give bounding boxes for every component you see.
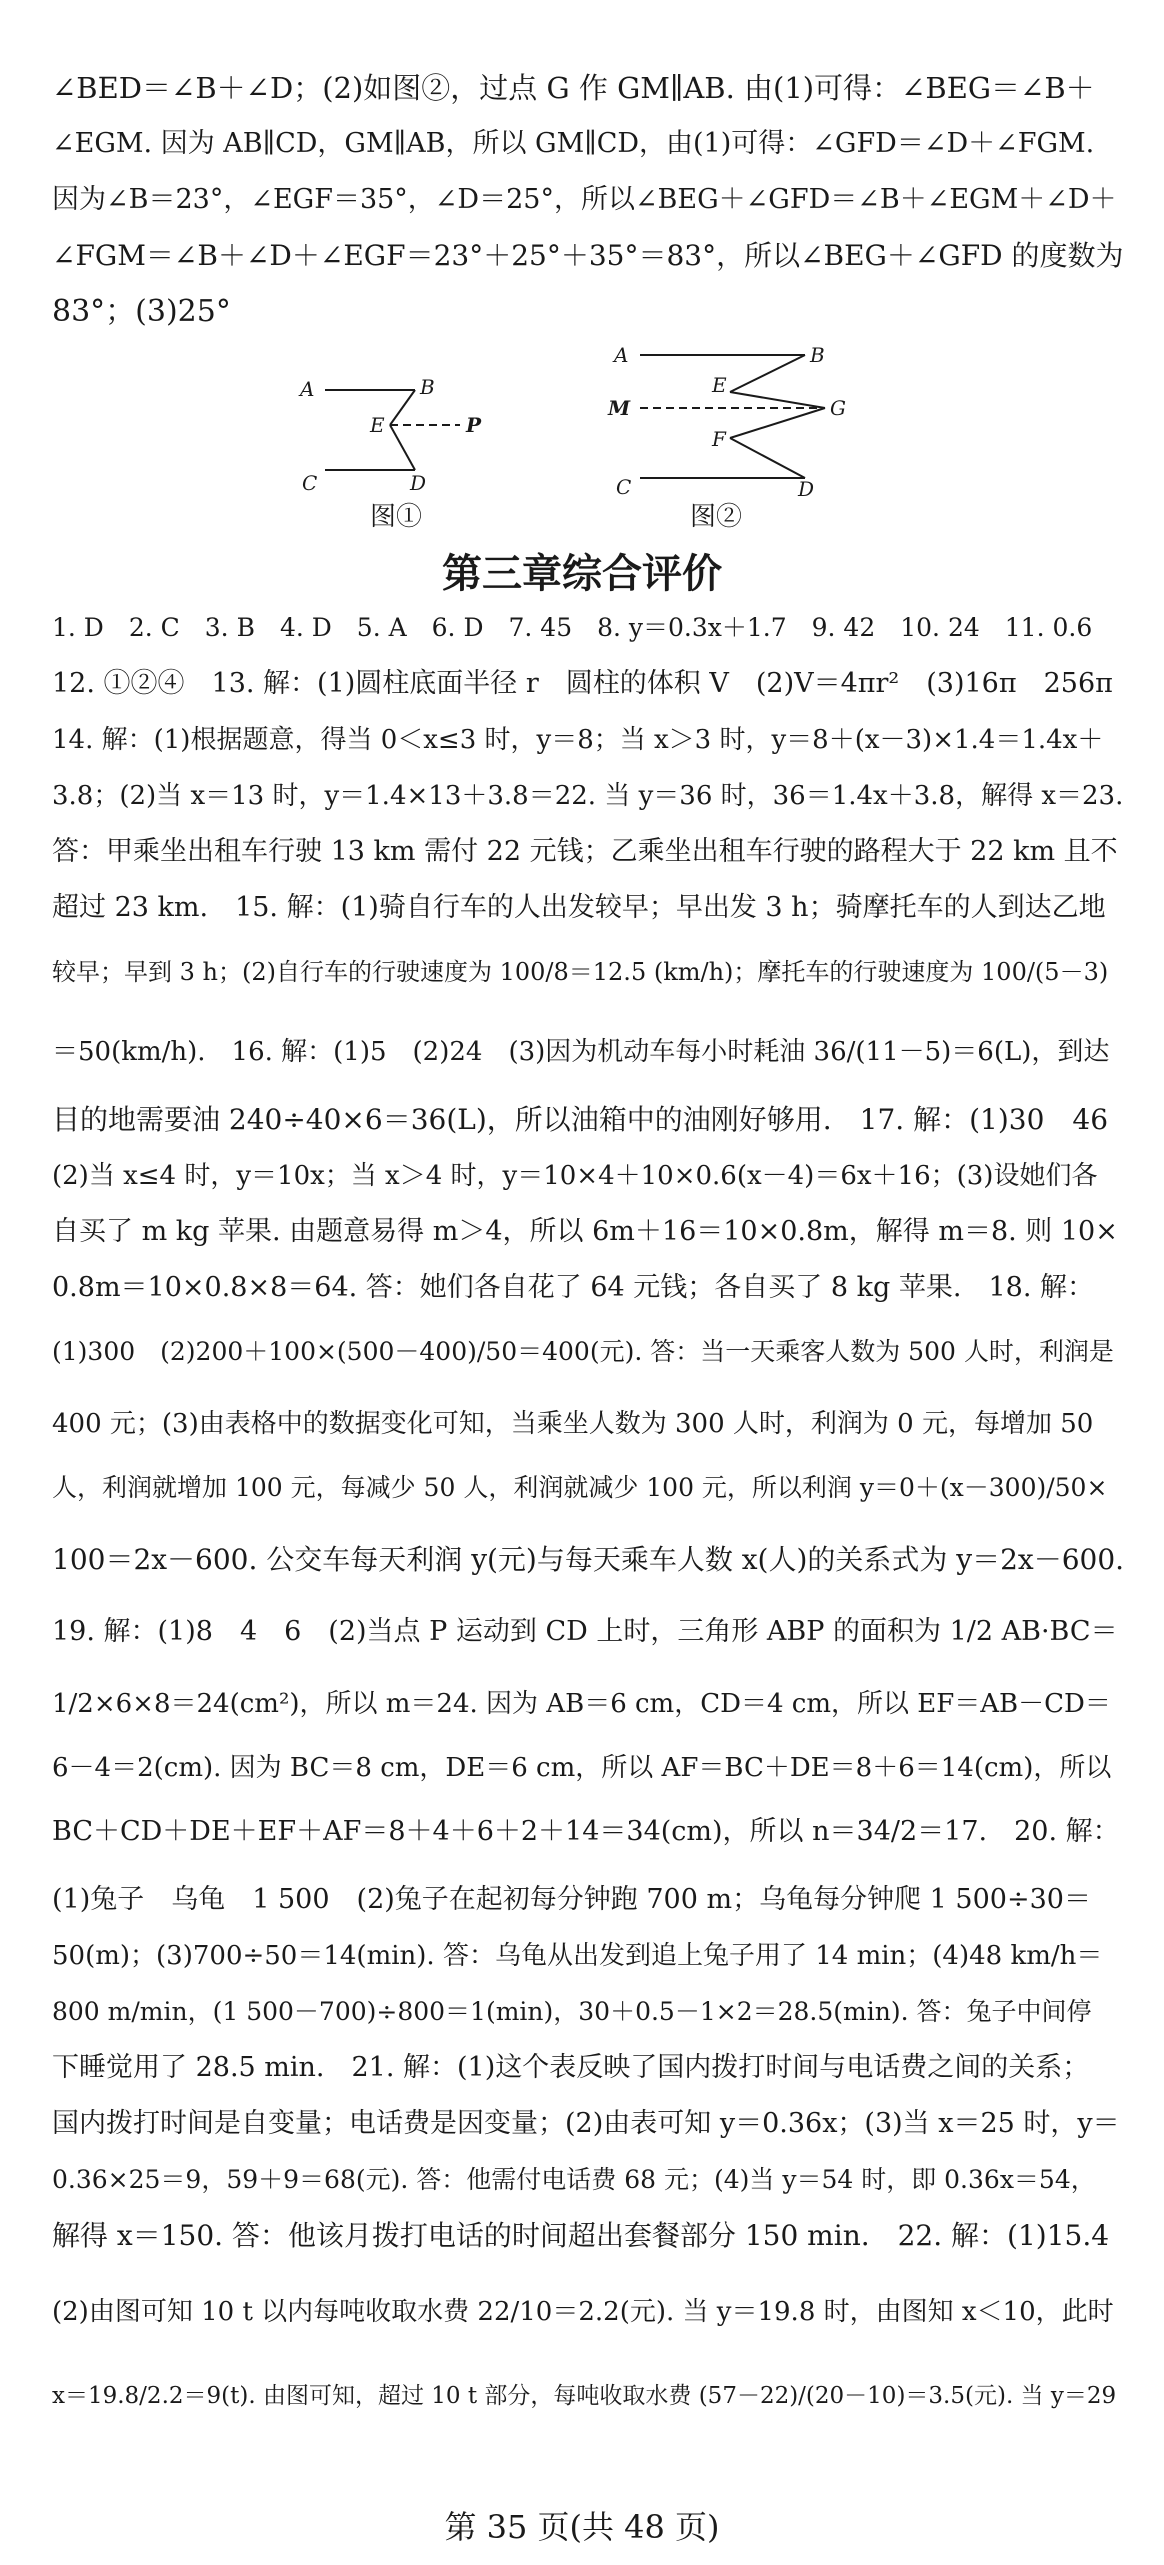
answer-line: 较早；早到 3 h；(2)自行车的行驶速度为 100/8＝12.5 (km/h)；摩托车的行驶速度为 100/(5－3)	[52, 958, 1109, 986]
answer-line: 400 元；(3)由表格中的数据变化可知，当乘坐人数为 300 人时，利润为 0 元，每增加 50	[52, 1409, 1094, 1439]
fig2-label: E	[712, 373, 727, 397]
answer-line: 19. 解：(1)8 4 6 (2)当点 P 运动到 CD 上时，三角形 ABP 的面积为 1/2 AB·BC＝	[52, 1616, 1118, 1647]
answer-line: 14. 解：(1)根据题意，得当 0＜x≤3 时，y＝8；当 x＞3 时，y＝8＋(x－3)×1.4＝1.4x＋	[52, 725, 1104, 755]
answer-line: 100＝2x－600. 公交车每天利润 y(元)与每天乘车人数 x(人)的关系式为 y＝2x－600.	[52, 1543, 1125, 1576]
text-line: ∠BED＝∠B＋∠D；(2)如图②，过点 G 作 GM∥AB. 由(1)可得：∠BEG＝∠B＋	[52, 71, 1095, 105]
answer-line: (2)由图可知 10 t 以内每吨收取水费 22/10＝2.2(元). 当 y＝19.8 时，由图知 x＜10，此时	[52, 2297, 1114, 2327]
section-title: 第三章综合评价	[442, 551, 722, 597]
fig2-label: F	[712, 427, 726, 451]
answer-line: BC＋CD＋DE＋EF＋AF＝8＋4＋6＋2＋14＝34(cm)，所以 n＝34/2＝17. 20. 解：	[52, 1816, 1120, 1847]
answer-line: 自买了 m kg 苹果. 由题意易得 m＞4，所以 6m＋16＝10×0.8m，解得 m＝8. 则 10×	[52, 1216, 1118, 1247]
figure-1-caption: 图①	[370, 502, 423, 532]
answer-line: 人，利润就增加 100 元，每减少 50 人，利润就减少 100 元，所以利润 y＝0＋(x－300)/50×	[52, 1473, 1108, 1502]
text-line: ∠FGM＝∠B＋∠D＋∠EGF＝23°＋25°＋35°＝83°，所以∠BEG＋∠GFD 的度数为	[52, 239, 1124, 272]
fig2-label: D	[798, 477, 815, 500]
fig2-label: A	[614, 343, 629, 367]
fig2-label: C	[616, 475, 632, 499]
fig1-label: B	[420, 375, 435, 399]
fig2-label: B	[810, 343, 825, 367]
figure-2	[600, 340, 860, 500]
text-line: ∠EGM. 因为 AB∥CD，GM∥AB，所以 GM∥CD，由(1)可得：∠GFD＝∠D＋∠FGM.	[52, 128, 1095, 159]
page-footer: 第 35 页(共 48 页)	[444, 2508, 720, 2546]
text-line: 83°；(3)25°	[52, 294, 231, 329]
fig2-label: G	[830, 396, 846, 420]
answer-line: 6－4＝2(cm). 因为 BC＝8 cm，DE＝6 cm，所以 AF＝BC＋DE＝8＋6＝14(cm)，所以	[52, 1753, 1112, 1783]
answer-line: x＝19.8/2.2＝9(t). 由图可知，超过 10 t 部分，每吨收取水费 (57－22)/(20－10)＝3.5(元). 当 y＝29	[52, 2383, 1117, 2409]
figure-2-caption: 图②	[690, 502, 743, 532]
fig1-label: D	[410, 471, 427, 495]
answer-line: 答：甲乘坐出租车行驶 13 km 需付 22 元钱；乙乘坐出租车行驶的路程大于 22 km 且不	[52, 836, 1118, 867]
answer-line: 50(m)；(3)700÷50＝14(min). 答：乌龟从出发到追上兔子用了 14 min；(4)48 km/h＝	[52, 1941, 1103, 1971]
text-line: 因为∠B＝23°，∠EGF＝35°，∠D＝25°，所以∠BEG＋∠GFD＝∠B＋∠EGM＋∠D＋	[52, 184, 1117, 215]
fig1-label: P	[466, 413, 482, 437]
answer-line: 超过 23 km. 15. 解：(1)骑自行车的人出发较早；早出发 3 h；骑摩托车的人到达乙地	[52, 892, 1106, 923]
answer-line: 1/2×6×8＝24(cm²)，所以 m＝24. 因为 AB＝6 cm，CD＝4 cm，所以 EF＝AB－CD＝	[52, 1689, 1111, 1719]
answer-line: 3.8；(2)当 x＝13 时，y＝1.4×13＋3.8＝22. 当 y＝36 时，36＝1.4x＋3.8，解得 x＝23.	[52, 781, 1124, 811]
answer-line: (2)当 x≤4 时，y＝10x；当 x＞4 时，y＝10×4＋10×0.6(x－4)＝6x＋16；(3)设她们各	[52, 1161, 1098, 1191]
fig1-label: C	[302, 471, 318, 495]
fig1-label: A	[300, 377, 315, 401]
answer-line: 目的地需要油 240÷40×6＝36(L)，所以油箱中的油刚好够用. 17. 解：(1)30 46	[52, 1103, 1109, 1136]
answer-line: 国内拨打时间是自变量；电话费是因变量；(2)由表可知 y＝0.36x；(3)当 x＝25 时，y＝	[52, 2108, 1120, 2139]
answer-line: 下睡觉用了 28.5 min. 21. 解：(1)这个表反映了国内拨打时间与电话费之间的关系；	[52, 2052, 1090, 2083]
answer-line: 0.36×25＝9，59＋9＝68(元). 答：他需付电话费 68 元；(4)当 y＝54 时，即 0.36x＝54，	[52, 2165, 1096, 2194]
answer-line: 0.8m＝10×0.8×8＝64. 答：她们各自花了 64 元钱；各自买了 8 kg 苹果. 18. 解：	[52, 1272, 1094, 1303]
fig1-label: E	[370, 413, 385, 437]
figure-1	[290, 360, 510, 500]
answer-line: (1)兔子 乌龟 1 500 (2)兔子在起初每分钟跑 700 m；乌龟每分钟爬 1 500÷30＝	[52, 1884, 1091, 1915]
answer-line: 解得 x＝150. 答：他该月拨打电话的时间超出套餐部分 150 min. 22. 解：(1)15.4	[52, 2219, 1110, 2252]
answer-line: 12. ①②④ 13. 解：(1)圆柱底面半径 r 圆柱的体积 V (2)V＝4πr² (3)16π 256π	[52, 668, 1113, 699]
answer-line: ＝50(km/h). 16. 解：(1)5 (2)24 (3)因为机动车每小时耗油 36/(11－5)＝6(L)，到达	[52, 1037, 1110, 1067]
fig2-label: M	[608, 396, 631, 420]
answer-line: 800 m/min，(1 500－700)÷800＝1(min)，30＋0.5－1×2＝28.5(min). 答：兔子中间停	[52, 1997, 1092, 2026]
answer-line: 1. D 2. C 3. B 4. D 5. A 6. D 7. 45 8. y＝0.3x＋1.7 9. 42 10. 24 11. 0.6	[52, 613, 1093, 642]
answer-line: (1)300 (2)200＋100×(500－400)/50＝400(元). 答：当一天乘客人数为 500 人时，利润是	[52, 1337, 1114, 1366]
